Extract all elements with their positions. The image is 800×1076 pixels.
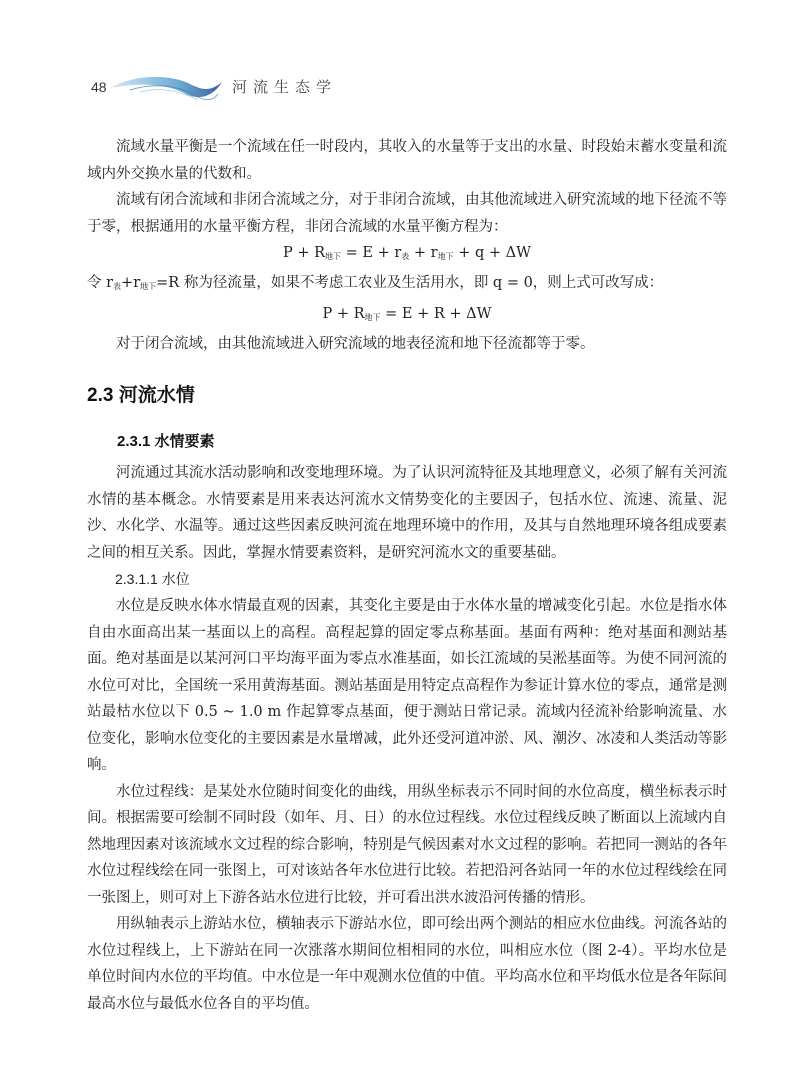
section-heading: 2.3 河流水情 (87, 385, 195, 406)
wave-logo-icon (110, 70, 222, 104)
equation-2: $P + R_{地下} = E + R + \Delta W$ (322, 305, 492, 322)
page-header (0, 62, 800, 112)
paragraph: 令 $r_表+r_{地下}=R$ 称为径流量，如果不考虑工农业及生活用水，即 q = 0，则上式可改写成： (87, 275, 664, 291)
paragraph: 水位是反映水体水情最直观的因素，其变化主要是由于水体水量的增减变化引起。水位是指水体自由水面高出某一基面以上的高程。高程起算的固定零点称基面。基面有两种：绝对基面和测站基面。绝对基面是以某河河口平均海平面为零点水准基面，如长江流域的吴淞基面等。为使不同河流的水位可对比，全国统一采用黄海基面。测站基面是用特定点高程作为参证计算水位的零点，通常是测站最枯水位以下 0.5 ~ 1.0 m 作起算零点基面，便于测站日常记录。流域内径流补给影响流量、水位变化，影响水位变化的主要因素是水量增减，此外还受河道冲淤、风、潮汐、冰凌和人类活动等影响。 (87, 598, 727, 773)
equation-1: $P + R_{地下} = E + r_表 + r_{地下} + q + \Delta W$ (282, 245, 532, 261)
subsubsection-heading: 2.3.1.1 水位 (115, 571, 190, 587)
paragraph: 水位过程线：是某处水位随时间变化的曲线，用纵坐标表示不同时间的水位高度，横坐标表示时间。根据需要可绘制不同时段（如年、月、日）的水位过程线。水位过程线反映了断面以上流域内自然地理因素对该流域水文过程的综合影响，特别是气候因素对水文过程的影响。若把同一测站的各年水位过程线绘在同一张图上，可对该站各年水位进行比较。若把沿河各站同一年的水位过程线绘在同一张图上，则可对上下游各站水位进行比较，并可看出洪水波沿河传播的情形。 (87, 783, 727, 906)
paragraph: 流域有闭合流域和非闭合流域之分，对于非闭合流域，由其他流域进入研究流域的地下径流不等于零，根据通用的水量平衡方程，非闭合流域的水量平衡方程为： (87, 192, 727, 235)
section-water-regime (87, 460, 727, 1017)
paragraph: 流域水量平衡是一个流域在任一时段内，其收入的水量等于支出的水量、时段始末蓄水变量和流域内外交换水量的代数和。 (87, 139, 727, 182)
running-title: 河流生态学 (232, 79, 338, 96)
subsection-heading: 2.3.1 水情要素 (117, 433, 215, 450)
page-number: 48 (91, 79, 107, 95)
paragraph: 河流通过其流水活动影响和改变地理环境。为了认识河流特征及其地理意义，必须了解有关河流水情的基本概念。水情要素是用来表达河流水文情势变化的主要因子，包括水位、流速、流量、泥沙、水化学、水温等。通过这些因素反映河流在地理环境中的作用，及其与自然地理环境各组成要素之间的相互关系。因此，掌握水情要素资料，是研究河流水文的重要基础。 (87, 465, 727, 561)
paragraph: 对于闭合流域，由其他流域进入研究流域的地表径流和地下径流都等于零。 (116, 335, 595, 352)
paragraph: 用纵轴表示上游站水位，横轴表示下游站水位，即可绘出两个测站的相应水位曲线。河流各站的水位过程线上，上下游站在同一次涨落水期间位相相同的水位，叫相应水位（图 2-4）。平均水位是单位时间内水位的平均值。中水位是一年中观测水位值的中值。平均高水位和平均低水位是各年际间最高水位与最低水位各自的平均值。 (87, 916, 727, 1012)
section-water-balance (87, 134, 727, 357)
